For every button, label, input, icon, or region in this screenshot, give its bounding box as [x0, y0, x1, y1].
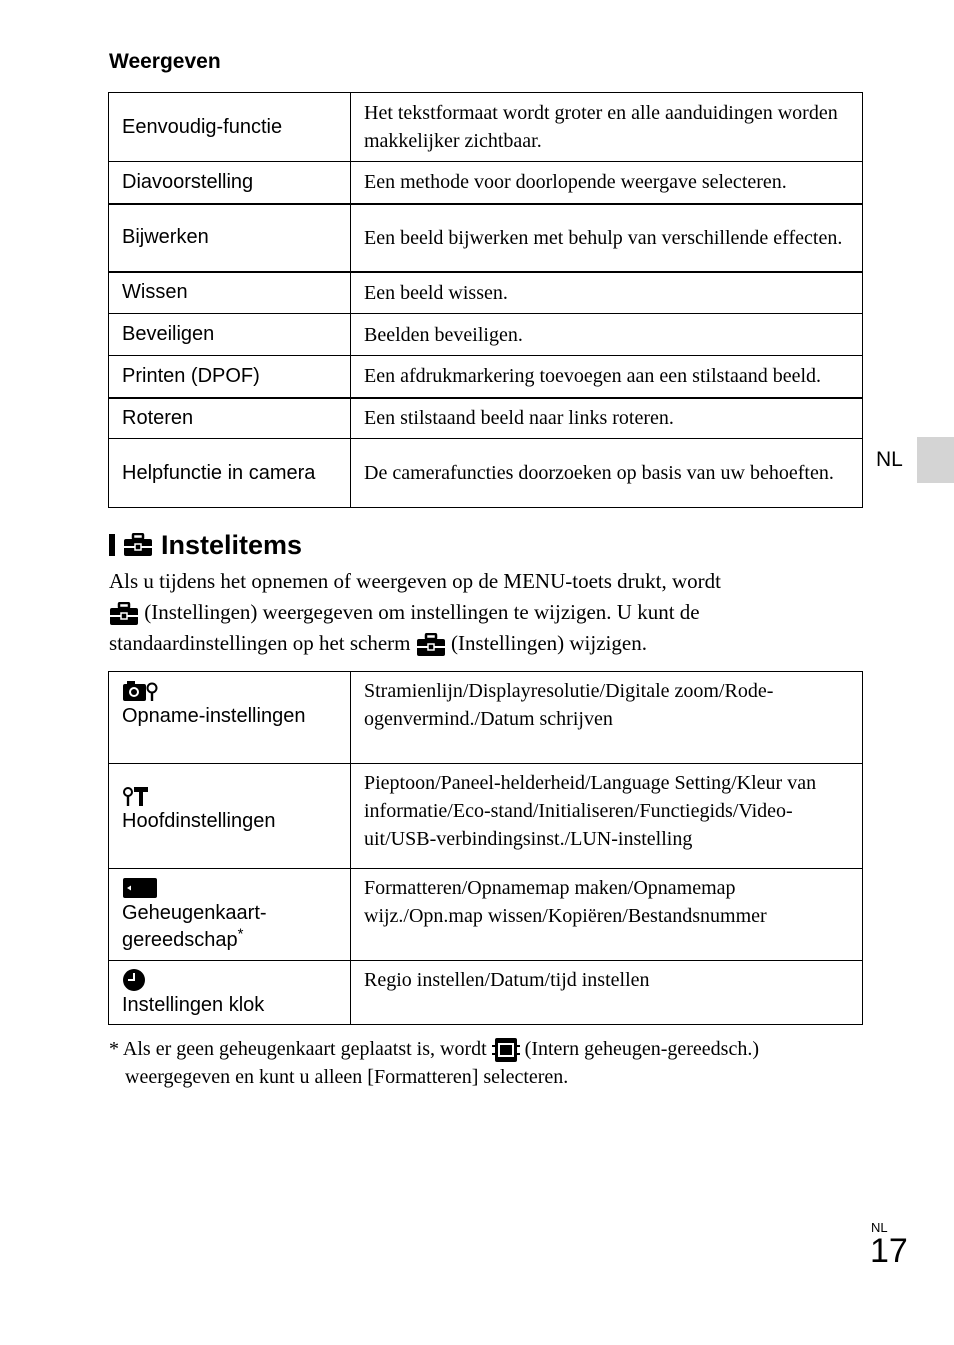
menu-item-label: Printen (DPOF) [109, 356, 351, 398]
menu-item-description: Een afdrukmarkering toevoegen aan een stilstaand beeld. [351, 356, 863, 398]
menu-item-label: Helpfunctie in camera [109, 439, 351, 508]
table-row [109, 314, 863, 356]
intro-text: (Instellingen) weergegeven om instellingen te wijzigen. U kunt de standaardinstellingen op het scherm [109, 600, 700, 655]
setup-item-label: Opname-instellingen [122, 705, 306, 727]
setup-item-description: Stramienlijn/Displayresolutie/Digitale zoom/Rode-ogenvermind./Datum schrijven [351, 672, 863, 764]
camera-settings-icon [122, 679, 158, 703]
setup-menu-table [108, 671, 863, 1025]
language-side-tab [917, 437, 954, 483]
menu-item-label: Bijwerken [109, 204, 351, 272]
table-row [109, 672, 863, 764]
setup-item-description: Regio instellen/Datum/tijd instellen [351, 961, 863, 1025]
toolbox-icon [416, 633, 446, 657]
menu-item-description: De camerafuncties doorzoeken op basis van uw behoeften. [351, 439, 863, 508]
setup-item-description: Formatteren/Opnamemap maken/Opnamemap wijz./Opn.map wissen/Kopiëren/Bestandsnummer [351, 869, 863, 961]
language-side-label: NL [876, 448, 903, 471]
menu-item-label: Roteren [109, 398, 351, 439]
page-number: 17 [870, 1232, 908, 1270]
setup-item-label: Instellingen klok [122, 994, 265, 1016]
table-row [109, 204, 863, 272]
setup-heading-text: Instelitems [161, 529, 303, 560]
setup-item-label: Geheugenkaart-gereedschap [122, 902, 267, 951]
menu-item-label: Beveiligen [109, 314, 351, 356]
playback-menu-table [108, 92, 863, 508]
menu-item-description: Beelden beveiligen. [351, 314, 863, 356]
footnote-mark: * [109, 1038, 119, 1060]
table-row [109, 93, 863, 162]
table-row [109, 162, 863, 204]
menu-item-description: Een methode voor doorlopende weergave selecteren. [351, 162, 863, 204]
setup-item-description: Pieptoon/Paneel-helderheid/Language Setting/Kleur van informatie/Eco-stand/Initialiseren/Functiegids/Video-uit/USB-verbindingsinst./LUN-instelling [351, 764, 863, 869]
heading-bar [109, 534, 115, 556]
table-row [109, 764, 863, 869]
tools-icon [122, 784, 150, 808]
setup-item-cell [109, 869, 351, 961]
footnote-text: Als er geen geheugenkaart geplaatst is, wordt [122, 1038, 487, 1060]
table-row [109, 439, 863, 508]
setup-item-cell [109, 672, 351, 764]
menu-item-description: Het tekstformaat wordt groter en alle aanduidingen worden makkelijker zichtbaar. [351, 93, 863, 162]
table-row [109, 961, 863, 1025]
setup-item-label: Hoofdinstellingen [122, 810, 276, 832]
toolbox-icon [123, 533, 153, 557]
setup-intro-paragraph [109, 566, 869, 659]
internal-memory-icon [492, 1037, 520, 1063]
setup-item-cell [109, 961, 351, 1025]
intro-text: Als u tijdens het opnemen of weergeven op de MENU-toets drukt, wordt [109, 569, 721, 593]
setup-section-heading [109, 528, 302, 562]
memory-card-icon [122, 876, 158, 900]
setup-item-cell [109, 764, 351, 869]
menu-item-description: Een beeld bijwerken met behulp van verschillende effecten. [351, 204, 863, 272]
toolbox-icon [109, 602, 139, 626]
footnote-text: weergegeven en kunt u alleen [Formatteren] selecteren. [125, 1066, 569, 1089]
menu-item-description: Een stilstaand beeld naar links roteren. [351, 398, 863, 439]
menu-item-description: Een beeld wissen. [351, 272, 863, 314]
menu-item-label: Wissen [109, 272, 351, 314]
table-row [109, 398, 863, 439]
footnote-mark: * [237, 925, 244, 943]
playback-section-heading: Weergeven [109, 50, 221, 73]
table-row [109, 272, 863, 314]
intro-text: (Instellingen) wijzigen. [451, 631, 647, 655]
menu-item-label: Diavoorstelling [109, 162, 351, 204]
footnote [109, 1035, 869, 1091]
clock-icon [122, 968, 148, 992]
table-row [109, 869, 863, 961]
page-language: NL [871, 1220, 888, 1235]
footnote-text: (Intern geheugen-gereedsch.) [524, 1038, 759, 1060]
menu-item-label: Eenvoudig-functie [109, 93, 351, 162]
table-row [109, 356, 863, 398]
